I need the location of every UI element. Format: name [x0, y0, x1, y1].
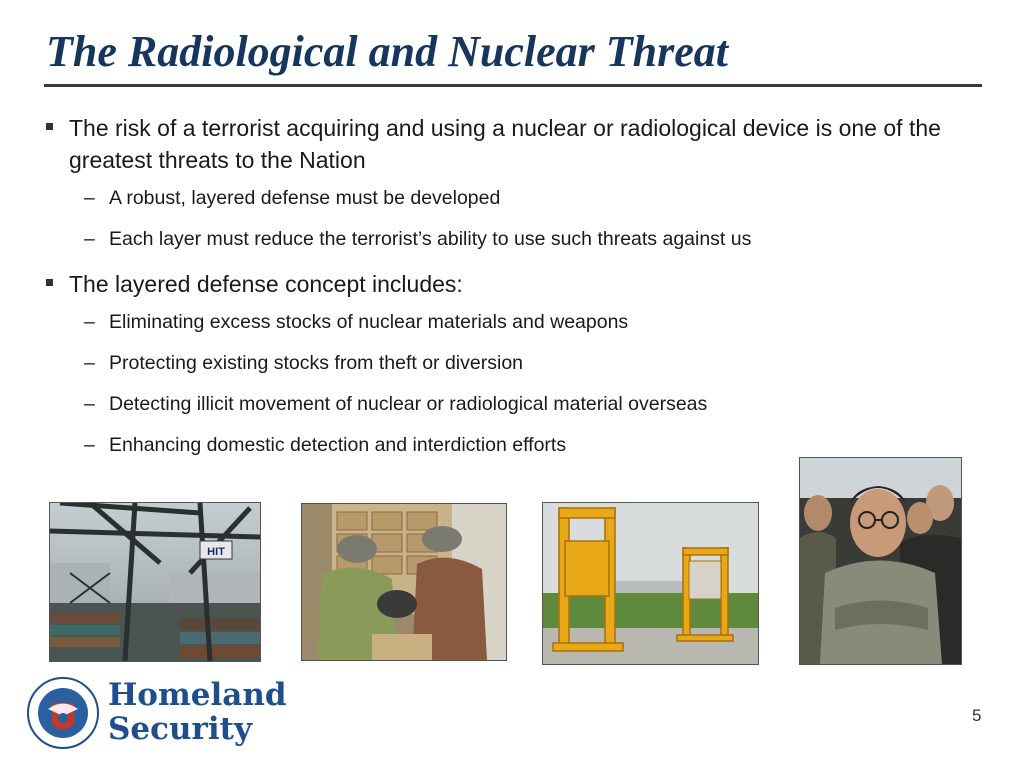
title-divider	[44, 84, 982, 87]
square-bullet-icon	[46, 279, 53, 286]
bullet-item	[44, 112, 964, 176]
dash-bullet-icon: –	[84, 352, 95, 374]
dash-bullet-icon: –	[84, 187, 95, 209]
port-sign-text: HIT	[207, 546, 225, 558]
dhs-logo	[26, 676, 286, 752]
sub-bullet-text: Enhancing domestic detection and interdiction efforts	[109, 434, 567, 456]
square-bullet-icon	[46, 123, 53, 130]
dash-bullet-icon: –	[84, 228, 95, 250]
sub-bullet-text: Each layer must reduce the terrorist’s ability to use such threats against us	[109, 228, 752, 250]
bullet-list	[44, 112, 964, 474]
leader-photo	[799, 457, 962, 665]
cargo-port-photo	[49, 502, 261, 662]
sub-bullet-item	[44, 433, 964, 457]
dash-bullet-icon: –	[84, 434, 95, 456]
sub-bullet-item	[44, 351, 964, 375]
page-number: 5	[972, 706, 982, 725]
sub-bullet-item	[44, 186, 964, 210]
dash-bullet-icon: –	[84, 393, 95, 415]
sub-bullet-item	[44, 392, 964, 416]
dash-bullet-icon: –	[84, 311, 95, 333]
portal-monitors-photo	[542, 502, 759, 665]
sub-bullet-item	[44, 227, 964, 251]
wordmark-line-1: Homeland	[108, 677, 287, 713]
wordmark-line-2: Security	[108, 711, 252, 747]
dhs-wordmark	[108, 678, 287, 746]
sub-bullet-text: Protecting existing stocks from theft or diversion	[109, 352, 524, 374]
sub-bullet-text: Detecting illicit movement of nuclear or radiological material overseas	[109, 393, 708, 415]
sub-bullet-text: Eliminating excess stocks of nuclear materials and weapons	[109, 311, 629, 333]
bullet-text: The layered defense concept includes:	[69, 271, 463, 297]
inspection-photo	[301, 503, 507, 661]
bullet-text: The risk of a terrorist acquiring and using a nuclear or radiological device is one of the greatest threats to the Nation	[69, 115, 941, 173]
dhs-seal-icon	[26, 676, 100, 750]
sub-bullet-item	[44, 310, 964, 334]
sub-bullet-text: A robust, layered defense must be developed	[109, 187, 501, 209]
bullet-item	[44, 268, 964, 300]
slide-title: The Radiological and Nuclear Threat	[46, 27, 728, 76]
